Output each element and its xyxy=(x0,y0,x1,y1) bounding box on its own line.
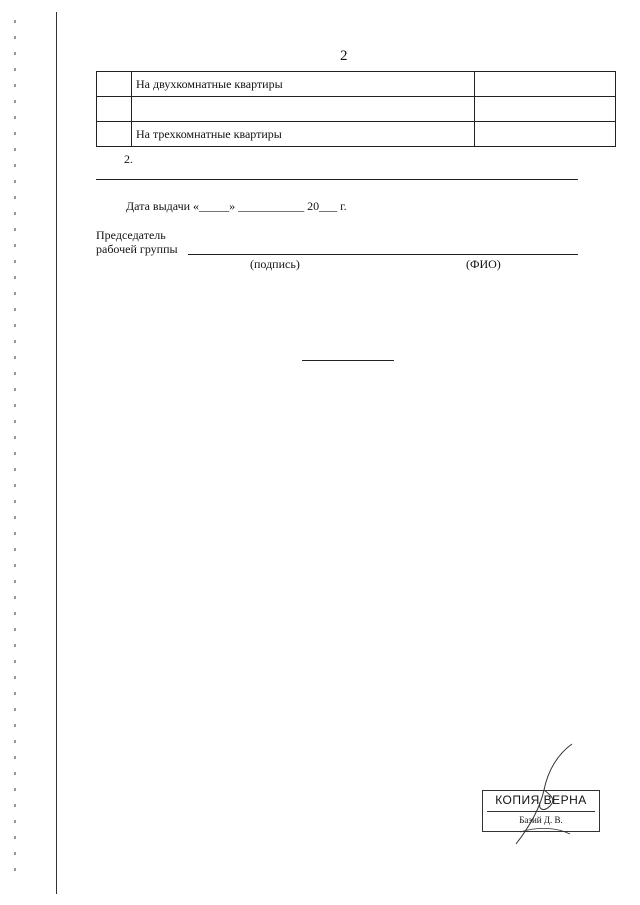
issue-date-close-quote: » xyxy=(229,199,236,213)
item-2-fill-line xyxy=(96,179,578,180)
signature-caption: (подпись) xyxy=(250,257,300,271)
row-label xyxy=(132,97,475,122)
row-label: На двухкомнатные квартиры xyxy=(132,72,475,97)
chairman-title-line2: рабочей группы xyxy=(96,242,178,256)
issue-date-day-blank: _____ xyxy=(199,199,230,213)
end-rule xyxy=(302,360,394,361)
row-label: На трехкомнатные квартиры xyxy=(132,122,475,147)
row-number xyxy=(97,97,132,122)
issue-date-label: Дата выдачи « xyxy=(126,199,200,213)
binding-margin-line xyxy=(56,12,57,894)
table-row xyxy=(97,72,616,97)
page-number: 2 xyxy=(340,48,348,64)
stamp-title: КОПИЯ ВЕРНА xyxy=(495,793,587,807)
issue-date-line xyxy=(126,199,347,214)
stamp-name: Базий Д. В. xyxy=(519,815,563,825)
table-row xyxy=(97,122,616,147)
table-row xyxy=(97,97,616,122)
name-caption: (ФИО) xyxy=(466,257,501,271)
row-value xyxy=(475,97,616,122)
chairman-title-line1: Председатель xyxy=(96,228,166,242)
issue-date-year-suffix: г. xyxy=(340,199,347,213)
item-2-label: 2. xyxy=(124,152,133,166)
issue-date-year-blank: ___ xyxy=(319,199,338,213)
copy-certified-stamp xyxy=(482,790,600,832)
signature-line xyxy=(188,254,578,255)
issue-date-year-prefix: 20 xyxy=(307,199,320,213)
apartment-table xyxy=(96,71,616,147)
row-number xyxy=(97,122,132,147)
issue-date-month-blank: ___________ xyxy=(238,199,305,213)
stamp-divider xyxy=(487,811,595,812)
row-number xyxy=(97,72,132,97)
row-value xyxy=(475,72,616,97)
scan-edge-marks xyxy=(14,20,16,880)
row-value xyxy=(475,122,616,147)
